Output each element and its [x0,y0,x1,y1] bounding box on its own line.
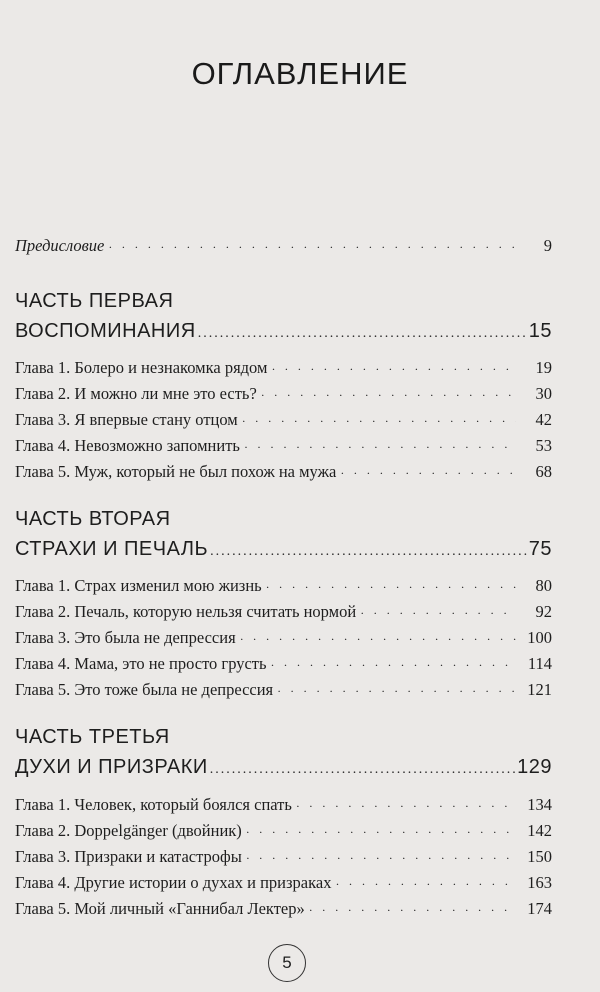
toc-entry [15,873,552,893]
chapter-page: 163 [527,873,552,892]
chapter-page: 114 [527,654,552,673]
chapter-label: Глава 4. Мама, это не просто грусть [15,654,267,673]
part-2-heading: ЧАСТЬ ВТОРАЯ [15,508,171,530]
chapter-label: Глава 3. Я впервые стану отцом [15,410,238,429]
chapter-label: Глава 2. Печаль, которую нельзя считать нормой [15,602,357,621]
chapter-page: 30 [535,384,552,403]
dot-leader [296,799,516,814]
dot-leader [271,362,516,377]
part-2-page: 75 [528,538,552,560]
toc-entry [15,680,552,700]
chapter-page: 142 [527,821,552,840]
part-1-page: 15 [528,320,552,342]
part-1-subtitle: ВОСПОМИНАНИЯ [15,320,196,342]
dot-leader [271,658,516,673]
chapter-label: Глава 4. Другие истории о духах и призраках [15,873,332,892]
chapter-label: Глава 5. Это тоже была не депрессия [15,680,274,699]
toc-entry [15,576,552,596]
preface-label: Предисловие [15,236,105,255]
chapter-page: 80 [535,576,552,595]
part-1-entry [15,320,552,343]
toc-entry [15,899,552,919]
toc-entry [15,462,552,482]
chapter-page: 68 [535,462,552,481]
toc-entry [15,795,552,815]
toc-entry [15,821,552,841]
chapter-page: 121 [527,680,552,699]
dot-leader [246,825,516,840]
chapter-label: Глава 2. Doppelgänger (двойник) [15,821,242,840]
preface-page: 9 [543,236,552,255]
dot-leader [210,762,515,778]
dot-leader [340,466,516,481]
dot-leader [210,544,527,560]
part-1-heading: ЧАСТЬ ПЕРВАЯ [15,290,174,312]
chapter-label: Глава 1. Страх изменил мою жизнь [15,576,262,595]
page-title: ОГЛАВЛЕНИЕ [191,56,409,91]
dot-leader [242,414,516,429]
toc-entry [15,384,552,404]
toc-entry-preface [15,236,552,256]
dot-leader [108,240,516,255]
chapter-page: 19 [535,358,552,377]
toc-entry [15,847,552,867]
part-3-subtitle: ДУХИ И ПРИЗРАКИ [15,756,208,778]
chapter-label: Глава 5. Мой личный «Ганнибал Лектер» [15,899,305,918]
toc-entry [15,602,552,622]
chapter-page: 150 [527,847,552,866]
dot-leader [335,877,516,892]
chapter-page: 174 [527,899,552,918]
chapter-page: 100 [527,628,552,647]
dot-leader [198,326,527,342]
chapter-label: Глава 1. Человек, который боялся спать [15,795,292,814]
part-3-heading: ЧАСТЬ ТРЕТЬЯ [15,726,170,748]
part-2-entry [15,538,552,561]
part-2-subtitle: СТРАХИ И ПЕЧАЛЬ [15,538,209,560]
chapter-page: 53 [535,436,552,455]
part-3-entry [15,756,552,779]
dot-leader [277,684,516,699]
chapter-page: 134 [527,795,552,814]
part-3-page: 129 [517,756,552,778]
chapter-label: Глава 4. Невозможно запомнить [15,436,240,455]
dot-leader [309,903,516,918]
dot-leader [240,632,516,647]
chapter-label: Глава 2. И можно ли мне это есть? [15,384,257,403]
chapter-label: Глава 3. Призраки и катастрофы [15,847,242,866]
toc-entry [15,410,552,430]
dot-leader [266,580,516,595]
chapter-label: Глава 1. Болеро и незнакомка рядом [15,358,268,377]
toc-entry [15,436,552,456]
toc-entry [15,358,552,378]
chapter-page: 42 [535,410,552,429]
dot-leader [246,851,516,866]
chapter-label: Глава 3. Это была не депрессия [15,628,236,647]
dot-leader [360,606,516,621]
page-number-badge: 5 [268,944,306,982]
toc-entry [15,628,552,648]
dot-leader [261,388,516,403]
chapter-page: 92 [535,602,552,621]
dot-leader [244,440,516,455]
toc-entry [15,654,552,674]
chapter-label: Глава 5. Муж, который не был похож на мужа [15,462,337,481]
